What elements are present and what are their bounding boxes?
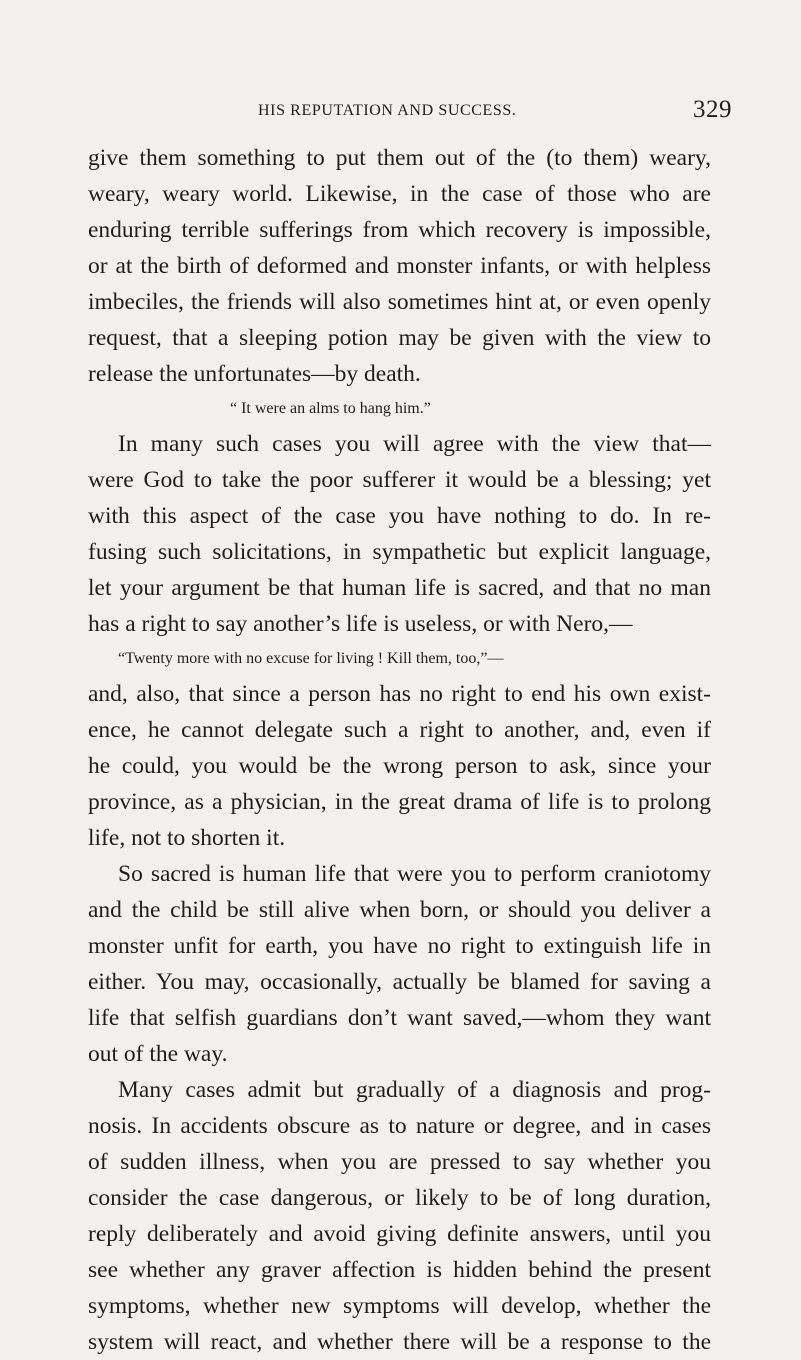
text-line: weary, weary world. Likewise, in the case of those who are (88, 181, 711, 207)
text-line: ence, he cannot delegate such a right to another, and, even if (88, 717, 711, 743)
text-line: out of the way. (88, 1041, 228, 1067)
text-line: reply deliberately and avoid giving definite answers, until you (88, 1221, 711, 1247)
text-line: let your argument be that human life is sacred, and that no man (88, 575, 711, 601)
text-line: imbeciles, the friends will also sometimes hint at, or even openly (88, 289, 711, 315)
text-line: he could, you would be the wrong person to ask, since your (88, 753, 711, 779)
text-line: life that selfish guardians don’t want saved,—whom they want (88, 1005, 711, 1031)
text-line: either. You may, occasionally, actually be blamed for saving a (88, 969, 711, 995)
text-line: system will react, and whether there will be a response to the (88, 1329, 711, 1355)
text-line: consider the case dangerous, or likely to be of long duration, (88, 1185, 711, 1211)
text-line: and, also, that since a person has no right to end his own exist- (88, 681, 711, 707)
text-line: release the unfortunates—by death. (88, 361, 421, 387)
text-line: give them something to put them out of the (to them) weary, (88, 145, 711, 171)
text-line: or at the birth of deformed and monster infants, or with helpless (88, 253, 711, 279)
text-line: monster unfit for earth, you have no right to extinguish life in (88, 933, 711, 959)
running-head (0, 96, 801, 136)
paragraph-first-line: In many such cases you will agree with the view that— (118, 431, 711, 457)
text-line: province, as a physician, in the great drama of life is to prolong (88, 789, 711, 815)
text-line: and the child be still alive when born, or should you deliver a (88, 897, 711, 923)
text-line: fusing such solicitations, in sympathetic but explicit language, (88, 539, 711, 565)
body-text (88, 140, 711, 1360)
block-quote: “ It were an alms to hang him.” (230, 400, 431, 417)
text-line: of sudden illness, when you are pressed to say whether you (88, 1149, 711, 1175)
block-quote: “Twenty more with no excuse for living ! Kill them, too,”— (118, 650, 504, 667)
paragraph-first-line: So sacred is human life that were you to perform craniotomy (118, 861, 711, 887)
text-line: were God to take the poor sufferer it would be a blessing; yet (88, 467, 711, 493)
text-line: request, that a sleeping potion may be given with the view to (88, 325, 711, 351)
paragraph-first-line: Many cases admit but gradually of a diagnosis and prog- (118, 1077, 711, 1103)
text-line: has a right to say another’s life is useless, or with Nero,— (88, 611, 633, 637)
text-line: nosis. In accidents obscure as to nature or degree, and in cases (88, 1113, 711, 1139)
text-line: symptoms, whether new symptoms will develop, whether the (88, 1293, 711, 1319)
page-number: 329 (693, 96, 732, 123)
text-line: see whether any graver affection is hidden behind the present (88, 1257, 711, 1283)
text-line: life, not to shorten it. (88, 825, 286, 851)
running-title: HIS REPUTATION AND SUCCESS. (258, 102, 517, 119)
text-line: enduring terrible sufferings from which recovery is impossible, (88, 217, 711, 243)
text-line: with this aspect of the case you have nothing to do. In re- (88, 503, 711, 529)
